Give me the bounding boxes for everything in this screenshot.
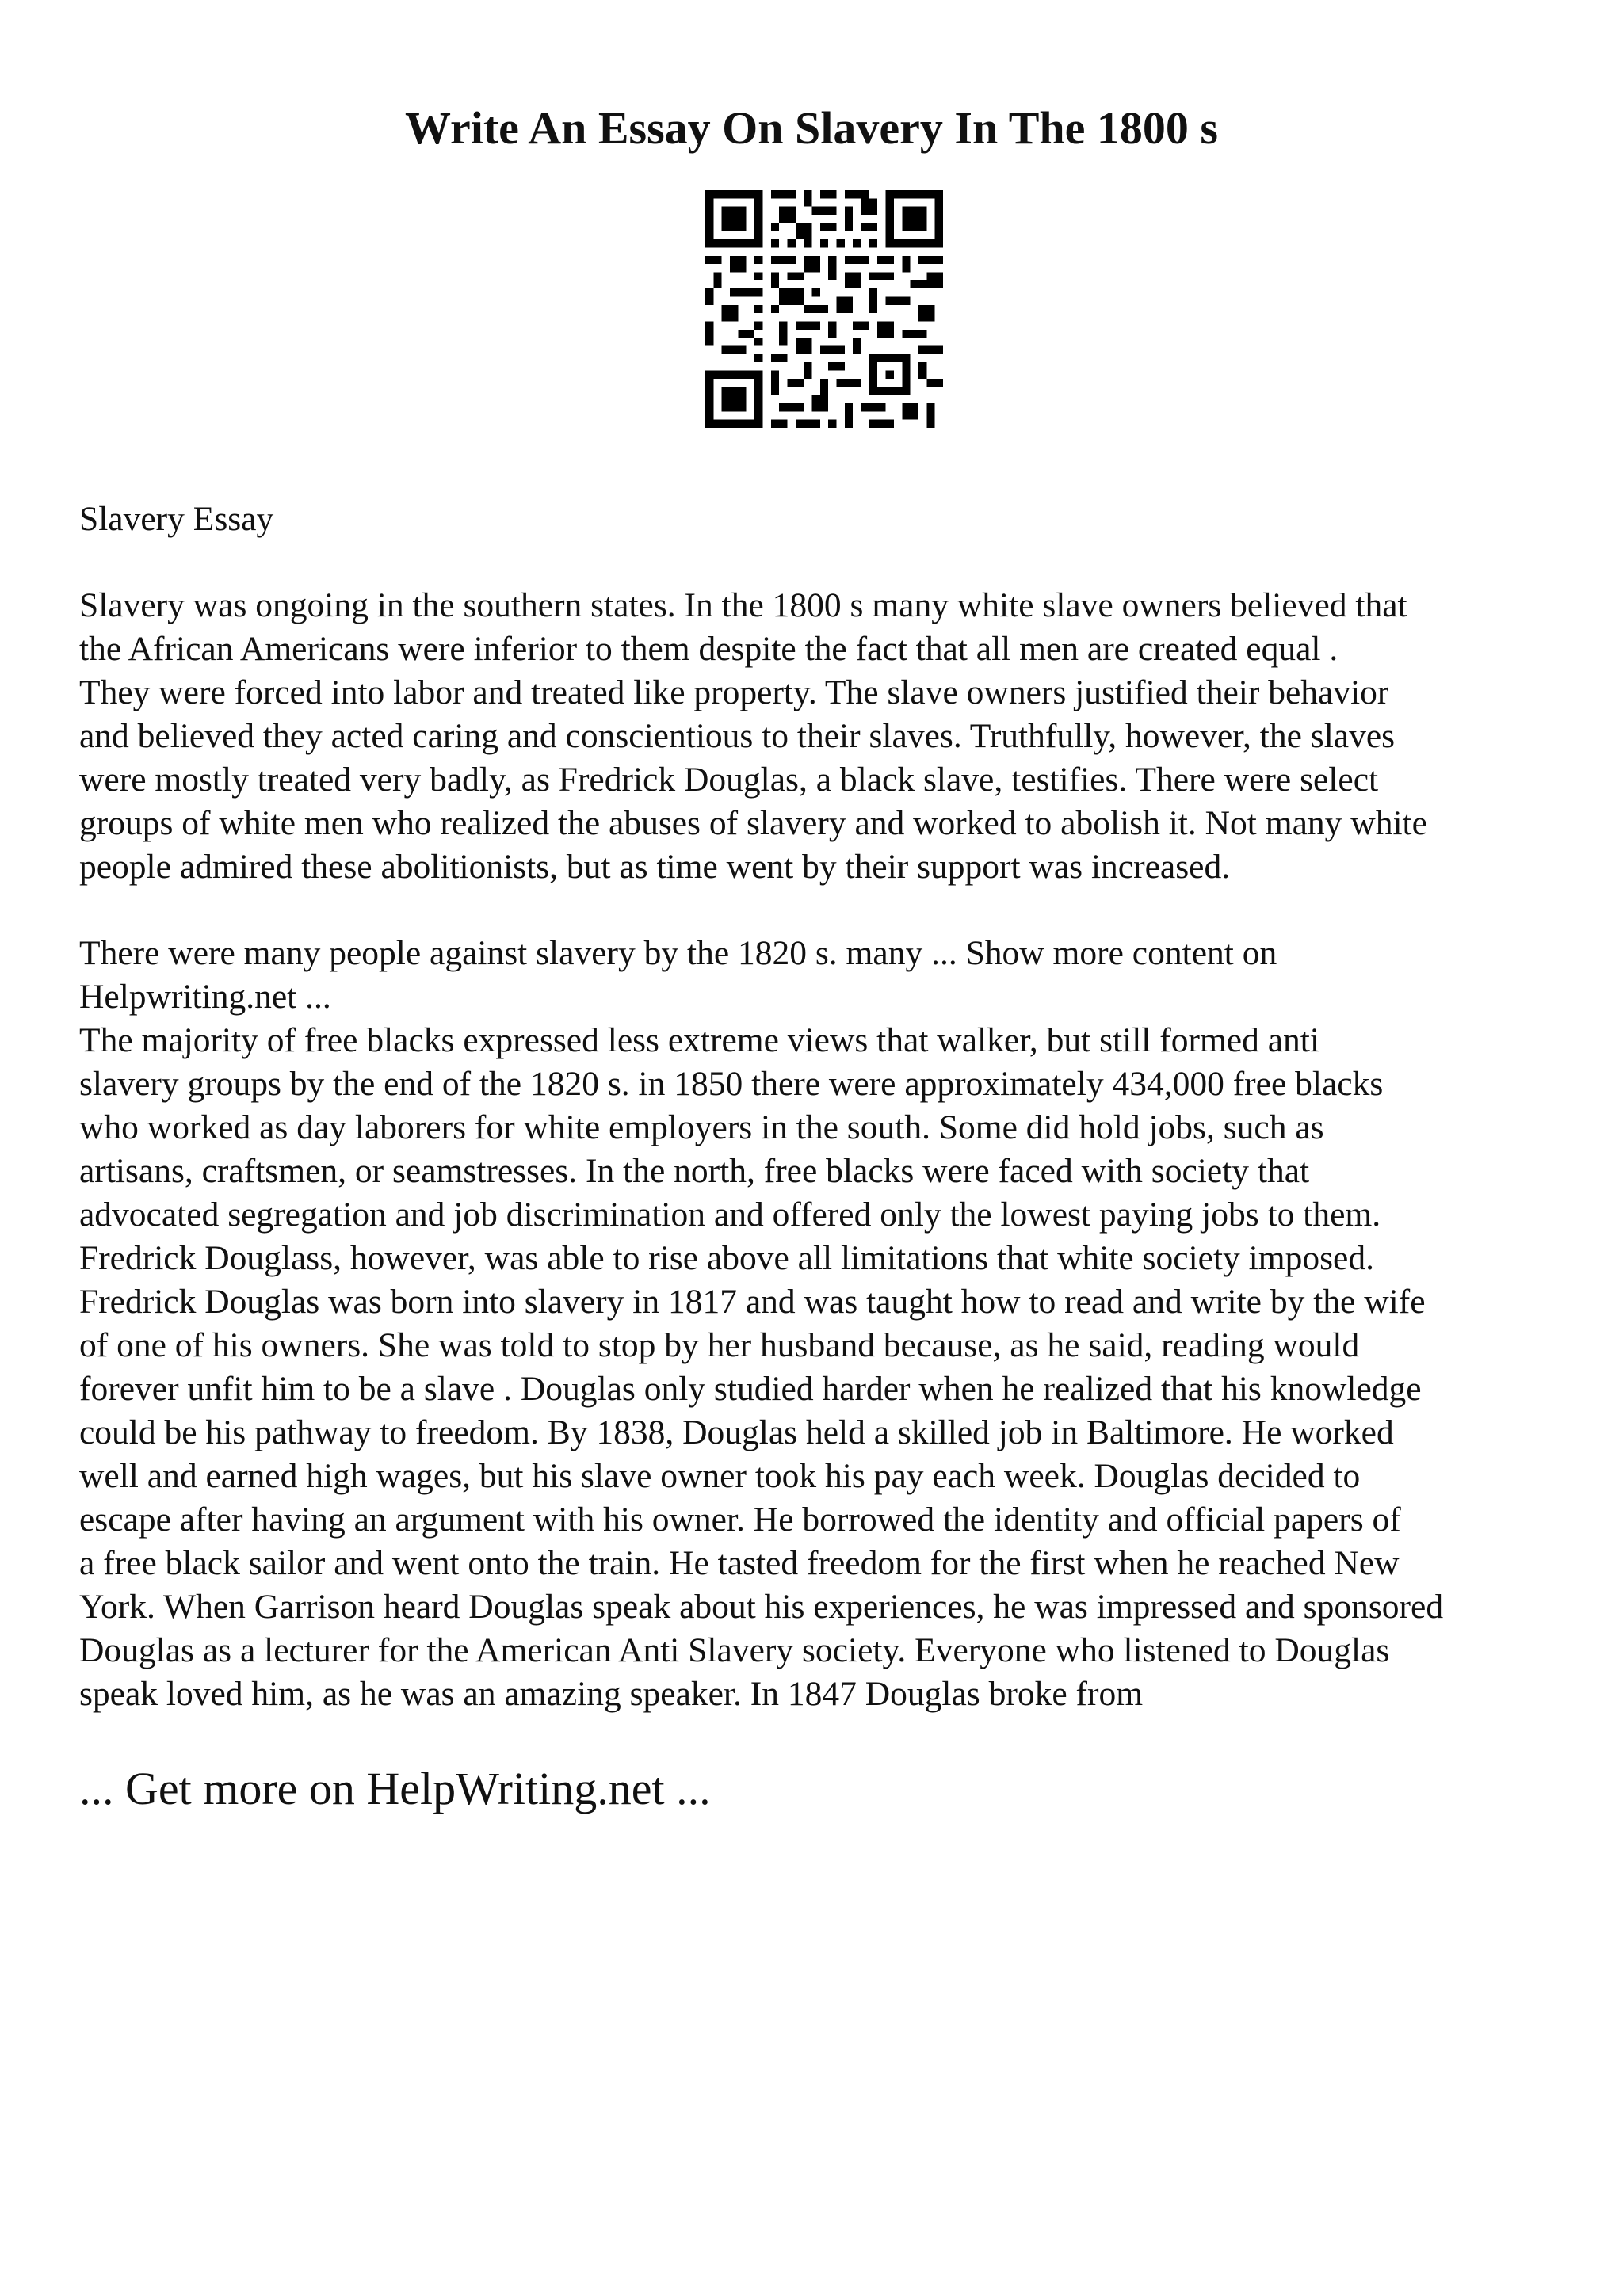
page-title: Write An Essay On Slavery In The 1800 s	[405, 102, 1218, 154]
qr-code-icon	[705, 190, 943, 428]
paragraph: Slavery was ongoing in the southern states. In the 1800 s many white slave owners believed that the African Americans were inferior to them despite the fact that all men are created equal . They were forced into labor and treated like property. The slave owners justified their behavior and believed they acted caring and conscientious to their slaves. Truthfully, however, the slaves were mostly treated very badly, as Fredrick Douglas, a black slave, testifies. There were select groups of white men who realized the abuses of slavery and worked to abolish it. Not many white people admired these abolitionists, but as time went by their support was increased.	[79, 586, 1427, 886]
paragraph: There were many people against slavery by the 1820 s. many ... Show more content on Helpwriting.net ...	[79, 934, 1277, 1016]
get-more-link[interactable]: ... Get more on HelpWriting.net ...	[79, 1763, 711, 1814]
paragraph: The majority of free blacks expressed less extreme views that walker, but still formed anti slavery groups by the end of the 1820 s. in 1850 there were approximately 434,000 free blacks who worked as day laborers for white employers in the south. Some did hold jobs, such as artisans, craftsmen, or seamstresses. In the north, free blacks were faced with society that advocated segregation and job discrimination and offered only the lowest paying jobs to them. Fredrick Douglass, however, was able to rise above all limitations that white society imposed. Fredrick Douglas was born into slavery in 1817 and was taught how to read and write by the wife of one of his owners. She was told to stop by her husband because, as he said, reading would forever unfit him to be a slave . Douglas only studied harder when he realized that his knowledge could be his pathway to freedom. By 1838, Douglas held a skilled job in Baltimore. He worked well and earned high wages, but his slave owner took his pay each week. Douglas decided to escape after having an argument with his owner. He borrowed the identity and official papers of a free black sailor and went onto the train. He tasted freedom for the first when he reached New York. When Garrison heard Douglas speak about his experiences, he was impressed and sponsored Douglas as a lecturer for the American Anti Slavery society. Everyone who listened to Douglas speak loved him, as he was an amazing speaker. In 1847 Douglas broke from	[79, 1021, 1444, 1713]
essay-body	[79, 498, 1553, 1716]
essay-subtitle: Slavery Essay	[79, 500, 274, 538]
